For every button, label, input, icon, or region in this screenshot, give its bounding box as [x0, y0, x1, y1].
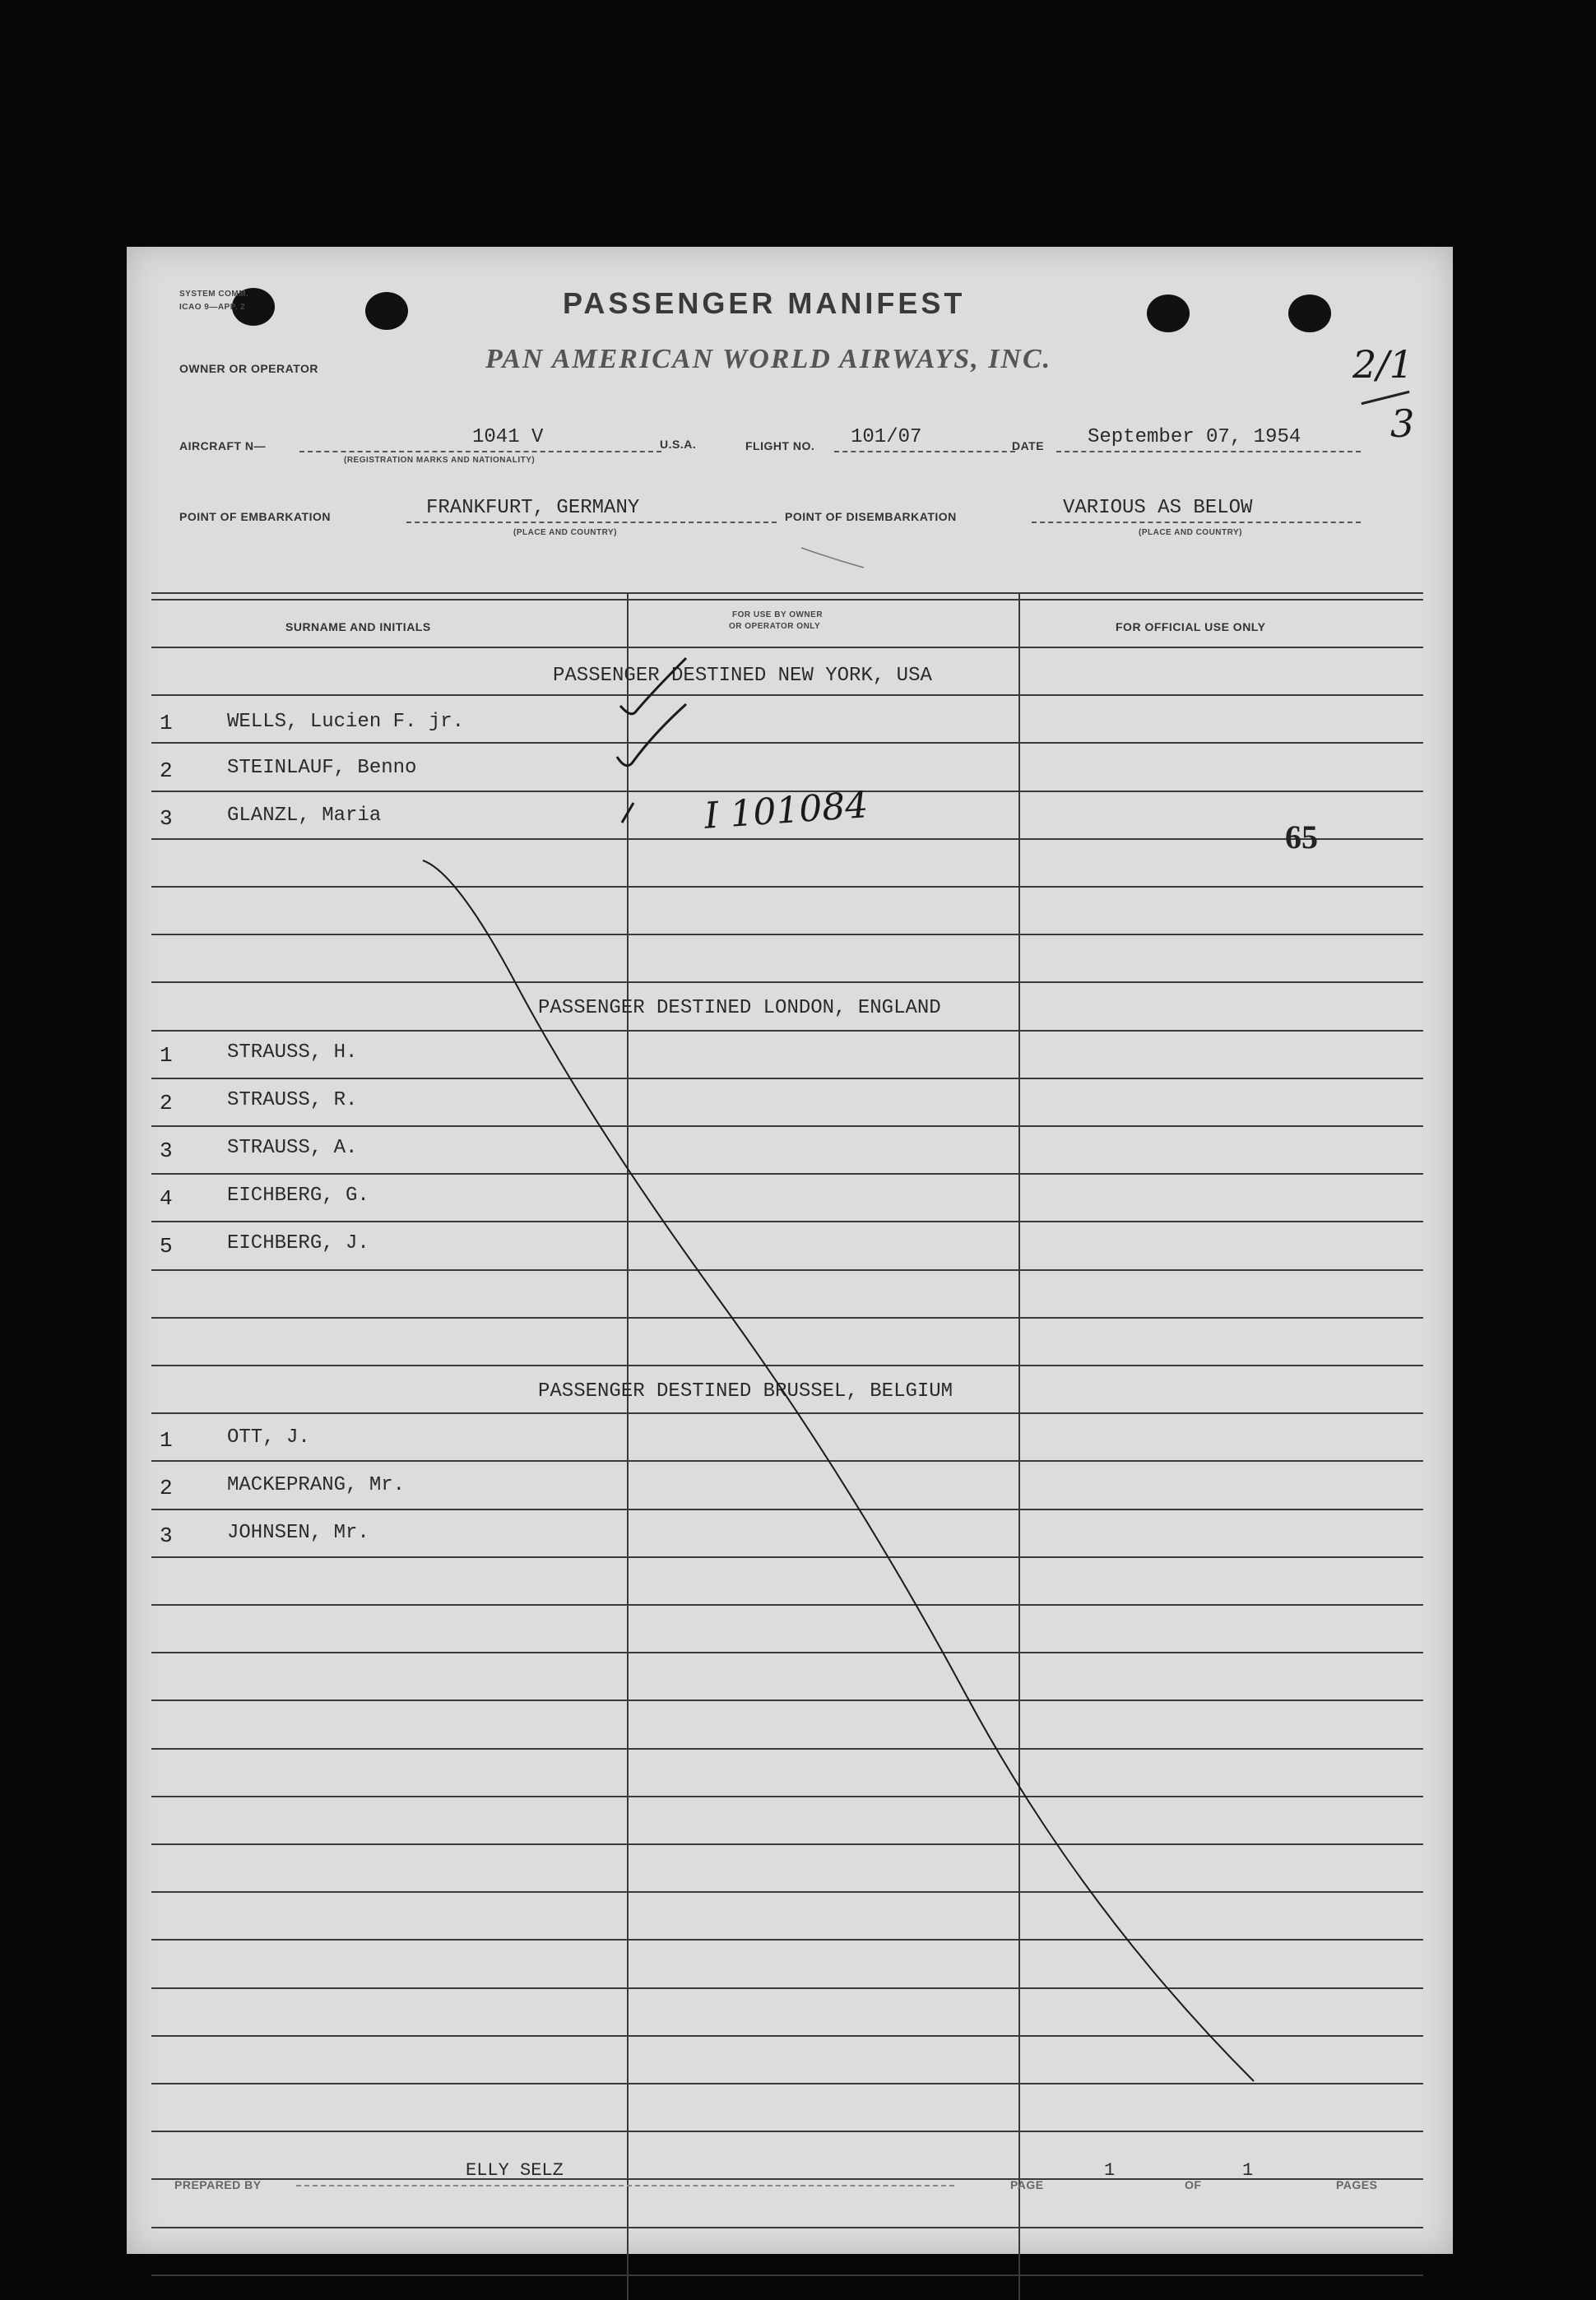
- aircraft-sublabel: (REGISTRATION MARKS AND NATIONALITY): [344, 456, 536, 465]
- column-header-owner-use: OR OPERATOR ONLY: [729, 622, 821, 631]
- page-label: PAGE: [1010, 2178, 1044, 2191]
- owner-column-note: I 101084: [703, 784, 870, 837]
- prepared-by-value: ELLY SELZ: [466, 2160, 564, 2181]
- owner-value: PAN AMERICAN WORLD AIRWAYS, INC.: [485, 344, 1052, 374]
- passenger-name: WELLS, Lucien F. jr.: [227, 711, 465, 733]
- of-label: OF: [1185, 2178, 1202, 2191]
- passenger-number: 2: [160, 1091, 173, 1115]
- corner-note-bottom: 3: [1390, 401, 1415, 446]
- column-header-surname: SURNAME AND INITIALS: [285, 620, 431, 633]
- prepared-by-label: PREPARED BY: [174, 2178, 262, 2191]
- of-value: 1: [1242, 2160, 1254, 2181]
- date-value: September 07, 1954: [1088, 426, 1301, 448]
- passenger-number: 1: [160, 711, 173, 735]
- handwritten-marks: [127, 247, 1453, 2254]
- check-mark: [622, 803, 633, 823]
- flight-value: 101/07: [851, 426, 922, 448]
- passenger-number: 3: [160, 1138, 173, 1163]
- passenger-name: JOHNSEN, Mr.: [227, 1522, 369, 1544]
- owner-label: OWNER OR OPERATOR: [179, 362, 318, 375]
- pencil-tick: [801, 548, 864, 568]
- passenger-name: GLANZL, Maria: [227, 805, 382, 827]
- check-mark: [620, 658, 686, 714]
- embarkation-value: FRANKFURT, GERMANY: [426, 497, 640, 519]
- passenger-name: MACKEPRANG, Mr.: [227, 1474, 406, 1496]
- disembarkation-label: POINT OF DISEMBARKATION: [785, 510, 957, 523]
- official-number: 65: [1285, 818, 1318, 856]
- page-value: 1: [1104, 2160, 1116, 2181]
- embarkation-sublabel: (PLACE AND COUNTRY): [513, 528, 617, 537]
- passenger-name: OTT, J.: [227, 1426, 310, 1449]
- disembarkation-value: VARIOUS AS BELOW: [1063, 497, 1253, 519]
- aircraft-value: 1041 V: [472, 426, 544, 448]
- group-heading-new-york: PASSENGER DESTINED NEW YORK, USA: [553, 665, 932, 687]
- embarkation-label: POINT OF EMBARKATION: [179, 510, 331, 523]
- passenger-name: STEINLAUF, Benno: [227, 757, 417, 779]
- page-title: PASSENGER MANIFEST: [563, 286, 966, 320]
- form-code-line-1: SYSTEM COMM.: [179, 290, 249, 299]
- strike-line: [423, 860, 1254, 2081]
- passenger-number: 3: [160, 1523, 173, 1548]
- passenger-name: STRAUSS, H.: [227, 1041, 358, 1064]
- prepared-by-underline: [296, 2185, 954, 2186]
- passenger-name: EICHBERG, G.: [227, 1185, 369, 1207]
- passenger-number: 1: [160, 1043, 173, 1068]
- group-heading-london: PASSENGER DESTINED LONDON, ENGLAND: [538, 997, 941, 1019]
- flight-label: FLIGHT NO.: [745, 439, 815, 452]
- pages-label: PAGES: [1336, 2178, 1378, 2191]
- passenger-number: 4: [160, 1186, 173, 1211]
- passenger-name: EICHBERG, J.: [227, 1232, 369, 1254]
- date-label: DATE: [1012, 439, 1045, 452]
- disembarkation-sublabel: (PLACE AND COUNTRY): [1139, 528, 1242, 537]
- passenger-name: STRAUSS, R.: [227, 1089, 358, 1111]
- passenger-number: 2: [160, 1476, 173, 1500]
- manifest-sheet: [127, 247, 1453, 2254]
- corner-note-top: 2/1: [1352, 342, 1414, 387]
- passenger-number: 3: [160, 806, 173, 831]
- group-heading-brussel: PASSENGER DESTINED BRUSSEL, BELGIUM: [538, 1380, 953, 1403]
- form-code-line-2: ICAO 9—APP. 2: [179, 303, 246, 312]
- aircraft-label: AIRCRAFT N—: [179, 439, 267, 452]
- passenger-number: 5: [160, 1234, 173, 1259]
- nationality-label: U.S.A.: [660, 438, 697, 451]
- passenger-number: 1: [160, 1428, 173, 1453]
- column-header-official-use: FOR OFFICIAL USE ONLY: [1116, 620, 1266, 633]
- column-header-owner-use: FOR USE BY OWNER: [732, 610, 824, 619]
- row-rule: [151, 2274, 1423, 2276]
- passenger-number: 2: [160, 758, 173, 783]
- passenger-name: STRAUSS, A.: [227, 1137, 358, 1159]
